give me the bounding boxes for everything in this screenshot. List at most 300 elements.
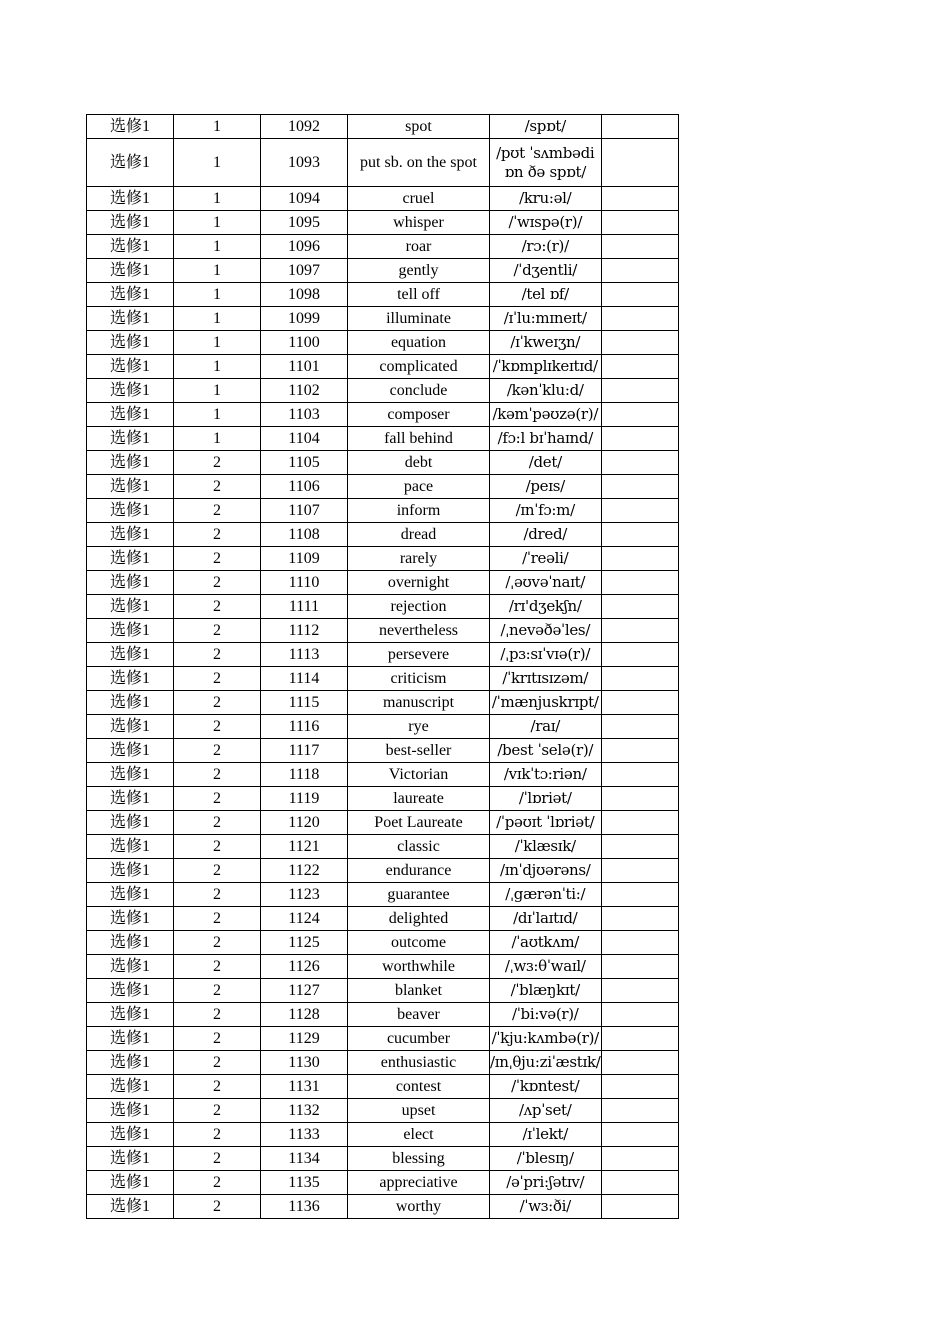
phonetic-cell: /rɔ:(r)/	[490, 235, 602, 259]
entry-number-cell: 1099	[261, 307, 348, 331]
entry-number-cell: 1110	[261, 571, 348, 595]
empty-cell	[601, 739, 678, 763]
table-row	[87, 1027, 679, 1051]
book-cell: 选修1	[87, 283, 174, 307]
unit-cell: 2	[174, 547, 261, 571]
empty-cell	[601, 979, 678, 1003]
entry-number-cell: 1131	[261, 1075, 348, 1099]
phonetic-cell: /ɪˈkweɪʒn/	[490, 331, 602, 355]
phonetic-cell: /kəmˈpəʊzə(r)/	[490, 403, 602, 427]
table-row	[87, 1051, 679, 1075]
entry-number-cell: 1105	[261, 451, 348, 475]
phonetic-cell: /ˈbi:və(r)/	[490, 1003, 602, 1027]
unit-cell: 2	[174, 691, 261, 715]
word-cell: Victorian	[348, 763, 490, 787]
book-cell: 选修1	[87, 1147, 174, 1171]
unit-cell: 2	[174, 499, 261, 523]
phonetic-cell: /əˈpri:ʃətɪv/	[490, 1171, 602, 1195]
entry-number-cell: 1106	[261, 475, 348, 499]
empty-cell	[601, 571, 678, 595]
word-cell: laureate	[348, 787, 490, 811]
empty-cell	[601, 835, 678, 859]
word-cell: rye	[348, 715, 490, 739]
entry-number-cell: 1130	[261, 1051, 348, 1075]
word-cell: Poet Laureate	[348, 811, 490, 835]
phonetic-cell: /dred/	[490, 523, 602, 547]
entry-number-cell: 1101	[261, 355, 348, 379]
book-cell: 选修1	[87, 379, 174, 403]
empty-cell	[601, 451, 678, 475]
phonetic-cell: /best ˈselə(r)/	[490, 739, 602, 763]
entry-number-cell: 1127	[261, 979, 348, 1003]
table-row	[87, 283, 679, 307]
unit-cell: 1	[174, 235, 261, 259]
book-cell: 选修1	[87, 1075, 174, 1099]
book-cell: 选修1	[87, 331, 174, 355]
table-row	[87, 259, 679, 283]
table-row	[87, 547, 679, 571]
entry-number-cell: 1122	[261, 859, 348, 883]
empty-cell	[601, 523, 678, 547]
word-cell: appreciative	[348, 1171, 490, 1195]
word-cell: guarantee	[348, 883, 490, 907]
empty-cell	[601, 1003, 678, 1027]
word-cell: pace	[348, 475, 490, 499]
table-row	[87, 979, 679, 1003]
unit-cell: 2	[174, 739, 261, 763]
table-row	[87, 475, 679, 499]
book-cell: 选修1	[87, 1003, 174, 1027]
book-cell: 选修1	[87, 907, 174, 931]
phonetic-cell: /vɪkˈtɔ:riən/	[490, 763, 602, 787]
empty-cell	[601, 499, 678, 523]
phonetic-cell: /ˈwɪspə(r)/	[490, 211, 602, 235]
empty-cell	[601, 667, 678, 691]
unit-cell: 1	[174, 139, 261, 187]
table-row	[87, 1099, 679, 1123]
word-cell: put sb. on the spot	[348, 139, 490, 187]
phonetic-cell: /dɪˈlaɪtɪd/	[490, 907, 602, 931]
empty-cell	[601, 259, 678, 283]
unit-cell: 2	[174, 715, 261, 739]
book-cell: 选修1	[87, 787, 174, 811]
table-row	[87, 1147, 679, 1171]
table-row	[87, 667, 679, 691]
phonetic-cell: /ˌpɜ:sɪˈvɪə(r)/	[490, 643, 602, 667]
word-cell: conclude	[348, 379, 490, 403]
empty-cell	[601, 547, 678, 571]
phonetic-cell: /ˈwɜ:ði/	[490, 1195, 602, 1219]
empty-cell	[601, 1123, 678, 1147]
table-row	[87, 595, 679, 619]
phonetic-cell: /pʊt ˈsʌmbədi ɒn ðə spɒt/	[490, 139, 602, 187]
word-cell: gently	[348, 259, 490, 283]
word-cell: blessing	[348, 1147, 490, 1171]
entry-number-cell: 1093	[261, 139, 348, 187]
entry-number-cell: 1113	[261, 643, 348, 667]
entry-number-cell: 1095	[261, 211, 348, 235]
book-cell: 选修1	[87, 955, 174, 979]
table-row	[87, 427, 679, 451]
table-row	[87, 835, 679, 859]
word-cell: dread	[348, 523, 490, 547]
table-row	[87, 619, 679, 643]
empty-cell	[601, 331, 678, 355]
vocabulary-table	[86, 114, 679, 1219]
book-cell: 选修1	[87, 355, 174, 379]
unit-cell: 1	[174, 331, 261, 355]
word-cell: rejection	[348, 595, 490, 619]
book-cell: 选修1	[87, 667, 174, 691]
entry-number-cell: 1107	[261, 499, 348, 523]
word-cell: roar	[348, 235, 490, 259]
empty-cell	[601, 211, 678, 235]
word-cell: worthwhile	[348, 955, 490, 979]
book-cell: 选修1	[87, 547, 174, 571]
empty-cell	[601, 403, 678, 427]
unit-cell: 2	[174, 835, 261, 859]
table-row	[87, 571, 679, 595]
phonetic-cell: /ˈpəʊɪt ˈlɒriət/	[490, 811, 602, 835]
unit-cell: 2	[174, 667, 261, 691]
unit-cell: 2	[174, 955, 261, 979]
table-row	[87, 379, 679, 403]
entry-number-cell: 1134	[261, 1147, 348, 1171]
entry-number-cell: 1108	[261, 523, 348, 547]
word-cell: complicated	[348, 355, 490, 379]
entry-number-cell: 1124	[261, 907, 348, 931]
word-cell: enthusiastic	[348, 1051, 490, 1075]
word-cell: cucumber	[348, 1027, 490, 1051]
table-row	[87, 715, 679, 739]
entry-number-cell: 1116	[261, 715, 348, 739]
phonetic-cell: /ˈmænjuskrɪpt/	[490, 691, 602, 715]
phonetic-cell: /ˌəʊvəˈnaɪt/	[490, 571, 602, 595]
table-row	[87, 307, 679, 331]
empty-cell	[601, 187, 678, 211]
phonetic-cell: /ˈblæŋkɪt/	[490, 979, 602, 1003]
phonetic-cell: /ˈkrɪtɪsɪzəm/	[490, 667, 602, 691]
word-cell: cruel	[348, 187, 490, 211]
phonetic-cell: /ɪnˈfɔ:m/	[490, 499, 602, 523]
word-cell: whisper	[348, 211, 490, 235]
word-cell: endurance	[348, 859, 490, 883]
word-cell: persevere	[348, 643, 490, 667]
word-cell: blanket	[348, 979, 490, 1003]
entry-number-cell: 1129	[261, 1027, 348, 1051]
entry-number-cell: 1133	[261, 1123, 348, 1147]
book-cell: 选修1	[87, 835, 174, 859]
unit-cell: 1	[174, 403, 261, 427]
entry-number-cell: 1120	[261, 811, 348, 835]
phonetic-cell: /ɪˈlu:mɪneɪt/	[490, 307, 602, 331]
table-row	[87, 451, 679, 475]
entry-number-cell: 1104	[261, 427, 348, 451]
unit-cell: 2	[174, 571, 261, 595]
empty-cell	[601, 1051, 678, 1075]
empty-cell	[601, 595, 678, 619]
unit-cell: 2	[174, 763, 261, 787]
book-cell: 选修1	[87, 1099, 174, 1123]
entry-number-cell: 1092	[261, 115, 348, 139]
unit-cell: 2	[174, 931, 261, 955]
word-cell: worthy	[348, 1195, 490, 1219]
book-cell: 选修1	[87, 115, 174, 139]
empty-cell	[601, 1099, 678, 1123]
unit-cell: 2	[174, 1147, 261, 1171]
phonetic-cell: /ˈblesɪŋ/	[490, 1147, 602, 1171]
entry-number-cell: 1097	[261, 259, 348, 283]
word-cell: upset	[348, 1099, 490, 1123]
table-row	[87, 859, 679, 883]
book-cell: 选修1	[87, 259, 174, 283]
unit-cell: 2	[174, 811, 261, 835]
book-cell: 选修1	[87, 883, 174, 907]
word-cell: equation	[348, 331, 490, 355]
word-cell: delighted	[348, 907, 490, 931]
table-row	[87, 499, 679, 523]
unit-cell: 1	[174, 379, 261, 403]
table-row	[87, 883, 679, 907]
word-cell: illuminate	[348, 307, 490, 331]
entry-number-cell: 1117	[261, 739, 348, 763]
entry-number-cell: 1115	[261, 691, 348, 715]
book-cell: 选修1	[87, 475, 174, 499]
empty-cell	[601, 715, 678, 739]
book-cell: 选修1	[87, 643, 174, 667]
word-cell: manuscript	[348, 691, 490, 715]
empty-cell	[601, 115, 678, 139]
phonetic-cell: /ɪˈlekt/	[490, 1123, 602, 1147]
phonetic-cell: /fɔ:l bɪˈhaɪnd/	[490, 427, 602, 451]
entry-number-cell: 1118	[261, 763, 348, 787]
book-cell: 选修1	[87, 211, 174, 235]
table-row	[87, 211, 679, 235]
word-cell: composer	[348, 403, 490, 427]
empty-cell	[601, 235, 678, 259]
phonetic-cell: /ˈaʊtkʌm/	[490, 931, 602, 955]
phonetic-cell: /ˌnevəðəˈles/	[490, 619, 602, 643]
book-cell: 选修1	[87, 739, 174, 763]
unit-cell: 2	[174, 1099, 261, 1123]
word-cell: debt	[348, 451, 490, 475]
entry-number-cell: 1102	[261, 379, 348, 403]
word-cell: overnight	[348, 571, 490, 595]
phonetic-cell: /ˌgærənˈti:/	[490, 883, 602, 907]
entry-number-cell: 1125	[261, 931, 348, 955]
table-row	[87, 931, 679, 955]
table-row	[87, 1075, 679, 1099]
table-row	[87, 763, 679, 787]
entry-number-cell: 1111	[261, 595, 348, 619]
unit-cell: 2	[174, 1003, 261, 1027]
unit-cell: 2	[174, 979, 261, 1003]
unit-cell: 2	[174, 451, 261, 475]
empty-cell	[601, 955, 678, 979]
phonetic-cell: /ˈkɒmplɪkeɪtɪd/	[490, 355, 602, 379]
entry-number-cell: 1103	[261, 403, 348, 427]
table-row	[87, 1123, 679, 1147]
empty-cell	[601, 883, 678, 907]
phonetic-cell: /det/	[490, 451, 602, 475]
table-row	[87, 523, 679, 547]
book-cell: 选修1	[87, 931, 174, 955]
phonetic-cell: /ˈkɒntest/	[490, 1075, 602, 1099]
phonetic-cell: /raɪ/	[490, 715, 602, 739]
unit-cell: 2	[174, 523, 261, 547]
book-cell: 选修1	[87, 1171, 174, 1195]
entry-number-cell: 1136	[261, 1195, 348, 1219]
book-cell: 选修1	[87, 403, 174, 427]
table-row	[87, 643, 679, 667]
book-cell: 选修1	[87, 1195, 174, 1219]
empty-cell	[601, 787, 678, 811]
book-cell: 选修1	[87, 235, 174, 259]
table-row	[87, 139, 679, 187]
unit-cell: 1	[174, 211, 261, 235]
empty-cell	[601, 691, 678, 715]
book-cell: 选修1	[87, 811, 174, 835]
word-cell: spot	[348, 115, 490, 139]
book-cell: 选修1	[87, 523, 174, 547]
entry-number-cell: 1109	[261, 547, 348, 571]
entry-number-cell: 1119	[261, 787, 348, 811]
empty-cell	[601, 139, 678, 187]
table-row	[87, 787, 679, 811]
phonetic-cell: /tel ɒf/	[490, 283, 602, 307]
word-cell: contest	[348, 1075, 490, 1099]
unit-cell: 2	[174, 787, 261, 811]
table-row	[87, 691, 679, 715]
empty-cell	[601, 283, 678, 307]
empty-cell	[601, 1027, 678, 1051]
entry-number-cell: 1128	[261, 1003, 348, 1027]
book-cell: 选修1	[87, 1027, 174, 1051]
phonetic-cell: /ˌwɜ:θˈwaɪl/	[490, 955, 602, 979]
entry-number-cell: 1112	[261, 619, 348, 643]
book-cell: 选修1	[87, 1051, 174, 1075]
empty-cell	[601, 763, 678, 787]
unit-cell: 1	[174, 283, 261, 307]
unit-cell: 2	[174, 1123, 261, 1147]
book-cell: 选修1	[87, 859, 174, 883]
table-row	[87, 235, 679, 259]
table-row	[87, 907, 679, 931]
empty-cell	[601, 1195, 678, 1219]
book-cell: 选修1	[87, 571, 174, 595]
word-cell: inform	[348, 499, 490, 523]
book-cell: 选修1	[87, 187, 174, 211]
book-cell: 选修1	[87, 1123, 174, 1147]
empty-cell	[601, 475, 678, 499]
phonetic-cell: /kənˈklu:d/	[490, 379, 602, 403]
book-cell: 选修1	[87, 427, 174, 451]
empty-cell	[601, 307, 678, 331]
empty-cell	[601, 619, 678, 643]
book-cell: 选修1	[87, 715, 174, 739]
unit-cell: 1	[174, 259, 261, 283]
table-row	[87, 1195, 679, 1219]
entry-number-cell: 1132	[261, 1099, 348, 1123]
unit-cell: 2	[174, 619, 261, 643]
word-cell: tell off	[348, 283, 490, 307]
book-cell: 选修1	[87, 595, 174, 619]
unit-cell: 2	[174, 883, 261, 907]
word-cell: classic	[348, 835, 490, 859]
unit-cell: 1	[174, 427, 261, 451]
word-cell: rarely	[348, 547, 490, 571]
unit-cell: 2	[174, 907, 261, 931]
phonetic-cell: /peɪs/	[490, 475, 602, 499]
unit-cell: 1	[174, 355, 261, 379]
book-cell: 选修1	[87, 307, 174, 331]
empty-cell	[601, 811, 678, 835]
book-cell: 选修1	[87, 763, 174, 787]
word-cell: nevertheless	[348, 619, 490, 643]
phonetic-cell: /rɪ'dʒekʃn/	[490, 595, 602, 619]
phonetic-cell: /ʌpˈset/	[490, 1099, 602, 1123]
unit-cell: 2	[174, 859, 261, 883]
word-cell: elect	[348, 1123, 490, 1147]
book-cell: 选修1	[87, 499, 174, 523]
book-cell: 选修1	[87, 619, 174, 643]
empty-cell	[601, 1171, 678, 1195]
entry-number-cell: 1100	[261, 331, 348, 355]
empty-cell	[601, 427, 678, 451]
phonetic-cell: /spɒt/	[490, 115, 602, 139]
unit-cell: 1	[174, 187, 261, 211]
book-cell: 选修1	[87, 139, 174, 187]
entry-number-cell: 1121	[261, 835, 348, 859]
unit-cell: 1	[174, 307, 261, 331]
unit-cell: 2	[174, 595, 261, 619]
unit-cell: 2	[174, 1195, 261, 1219]
empty-cell	[601, 1147, 678, 1171]
entry-number-cell: 1123	[261, 883, 348, 907]
table-row	[87, 115, 679, 139]
empty-cell	[601, 907, 678, 931]
unit-cell: 2	[174, 1171, 261, 1195]
empty-cell	[601, 931, 678, 955]
empty-cell	[601, 1075, 678, 1099]
unit-cell: 2	[174, 1051, 261, 1075]
word-cell: criticism	[348, 667, 490, 691]
entry-number-cell: 1094	[261, 187, 348, 211]
table-row	[87, 739, 679, 763]
table-row	[87, 1003, 679, 1027]
table-row	[87, 811, 679, 835]
table-row	[87, 355, 679, 379]
phonetic-cell: /ˈdʒentli/	[490, 259, 602, 283]
entry-number-cell: 1114	[261, 667, 348, 691]
word-cell: outcome	[348, 931, 490, 955]
entry-number-cell: 1098	[261, 283, 348, 307]
book-cell: 选修1	[87, 691, 174, 715]
book-cell: 选修1	[87, 451, 174, 475]
empty-cell	[601, 643, 678, 667]
phonetic-cell: /ɪnˈdjʊərəns/	[490, 859, 602, 883]
word-cell: fall behind	[348, 427, 490, 451]
empty-cell	[601, 379, 678, 403]
unit-cell: 2	[174, 475, 261, 499]
table-row	[87, 1171, 679, 1195]
phonetic-cell: /ˈklæsɪk/	[490, 835, 602, 859]
phonetic-cell: /ˈkju:kʌmbə(r)/	[490, 1027, 602, 1051]
entry-number-cell: 1126	[261, 955, 348, 979]
vocabulary-table-body	[87, 115, 679, 1219]
phonetic-cell: /ˈlɒriət/	[490, 787, 602, 811]
entry-number-cell: 1096	[261, 235, 348, 259]
